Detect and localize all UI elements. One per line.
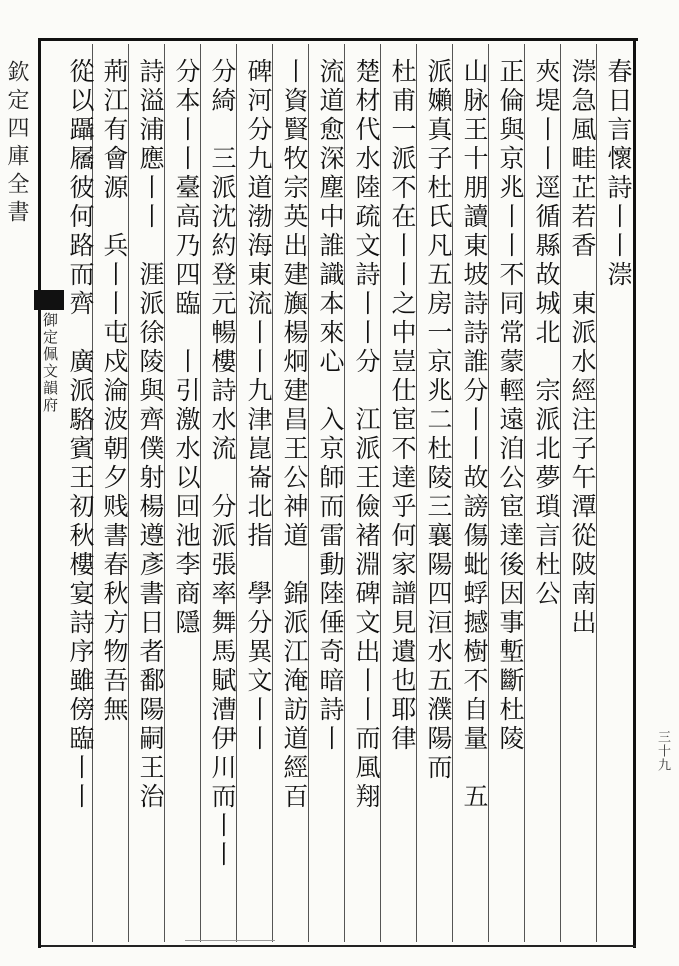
text-column: 山脉王十朋讀東坡詩詩誰分丨丨故謗傷蚍蜉撼樹不自量 五	[460, 58, 489, 812]
text-column: 丨資賢牧宗英出建旟楊炯建昌王公神道 錦派江淹訪道經百	[280, 58, 309, 812]
text-column: 夾堤丨丨逕循縣故城北 宗派北夢瑣言杜公	[532, 58, 561, 609]
text-column: 流道愈深塵中誰識本來心 入京師而雷動陸倕奇暗詩丨	[316, 58, 345, 754]
text-column: 詩溢浦應丨丨 涯派徐陵與齊僕射楊遵彥書日者鄱陽嗣王治	[136, 58, 165, 812]
text-column: 荊江有會源 兵丨丨屯戍淪波朝夕贱書春秋方物吾無	[100, 58, 129, 725]
text-column: 碑河分九道渤海東流丨丨九津崑崙北指 學分異文丨丨	[244, 58, 273, 754]
text-column: 楚材代水陸疏文詩丨丨分 江派王儉褚淵碑文出丨丨而風翔	[352, 58, 381, 812]
frame-bottom-border	[38, 945, 636, 947]
text-column: 正倫與京兆丨丨不同常蒙輕遠洎公宦達後因事塹斷杜陵	[496, 58, 525, 754]
bottom-rule	[185, 940, 275, 941]
text-column: 分綺 三派沈約登元暢樓詩水流 分派張率舞馬賦漕伊川而丨丨	[208, 58, 237, 870]
margin-fishtail-mark	[34, 290, 64, 310]
text-column: 春日言懷詩丨丨漴	[604, 58, 633, 290]
text-column: 漴急風畦芷若香 東派水經注子午潭從陂南出	[568, 58, 597, 638]
frame-top-border	[38, 38, 638, 41]
margin-subtitle: 御定佩文韻府	[41, 312, 59, 414]
frame-left-border	[38, 38, 41, 948]
margin-title: 欽定四庫全書	[4, 60, 29, 228]
text-column: 分本丨丨臺高乃四臨 丨引激水以回池李商隱	[172, 58, 201, 638]
text-column: 杜甫一派不在丨丨之中豈仕宦不達乎何家譜見遺也耶律	[388, 58, 417, 754]
text-column: 派嬾真子杜氏凡五房一京兆二杜陵三襄陽四洹水五濮陽而	[424, 58, 453, 783]
page-number: 三十九	[655, 730, 670, 772]
text-column: 從以躡屩彼何路而齊 廣派駱賓王初秋樓宴詩序雖傍臨丨丨	[66, 58, 95, 812]
